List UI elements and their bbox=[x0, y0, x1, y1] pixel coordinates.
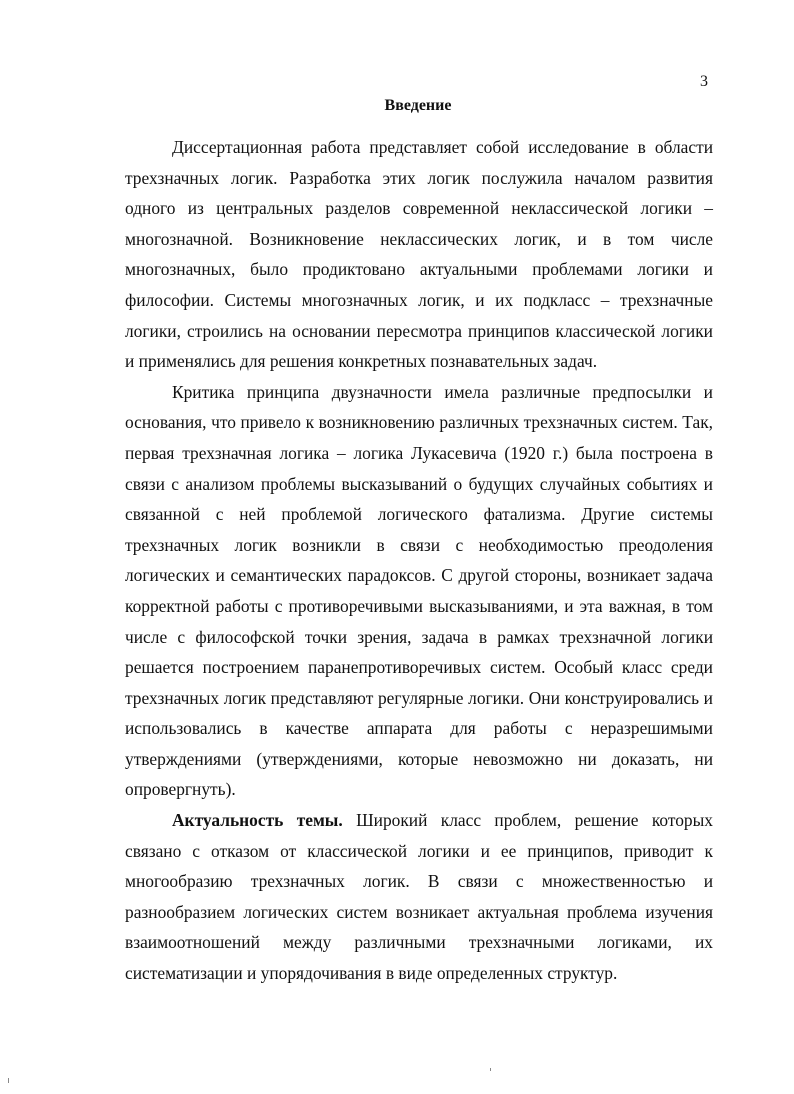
body-text bbox=[125, 132, 713, 989]
section-heading: Введение bbox=[384, 97, 452, 114]
paragraph-critique: Критика принципа двузначности имела различные предпосылки и основания, что привело к возникновению различных трехзначных систем. Так, первая трехзначная логика – логика Лукасевича (1920 г.) была построена в связи с анализом проблемы высказываний о будущих случайных событиях и связанной с ней проблемой логического фатализма. Другие системы трехзначных логик возникли в связи с необходимостью преодоления логических и семантических парадоксов. С другой стороны, возникает задача корректной работы с противоречивыми высказываниями, и эта важная, в том числе с философской точки зрения, задача в рамках трехзначной логики решается построением паранепротиворечивых систем. Особый класс среди трехзначных логик представляют регулярные логики. Они конструировались и использовались в качестве аппарата для работы с неразрешимыми утверждениями (утверждениями, которые невозможно ни доказать, ни опровергнуть). bbox=[125, 381, 713, 800]
scan-mark-left bbox=[8, 1078, 9, 1083]
paragraph-relevance bbox=[125, 805, 713, 989]
paragraph-relevance-text: Широкий класс проблем, решение которых связано с отказом от классической логики и ее принципов, приводит к многообразию трехзначных логик. В связи с множественностью и разнообразием логических систем возникает актуальная проблема изучения взаимоотношений между различными трехзначными логиками, их систематизации и упорядочивания в виде определенных структур. bbox=[125, 810, 714, 984]
page-number: 3 bbox=[700, 73, 708, 90]
paragraph-intro: Диссертационная работа представляет собой исследование в области трехзначных логик. Разработка этих логик послужила началом развития одного из центральных разделов современной неклассической логики – многозначной. Возникновение неклассических логик, и в том числе многозначных, было продиктовано актуальными проблемами логики и философии. Системы многозначных логик, и их подкласс – трехзначные логики, строились на основании пересмотра принципов классической логики и применялись для решения конкретных познавательных задач. bbox=[125, 137, 713, 372]
scan-mark-bottom bbox=[490, 1068, 491, 1071]
paragraph-lead-bold: Актуальность темы. bbox=[172, 810, 343, 831]
